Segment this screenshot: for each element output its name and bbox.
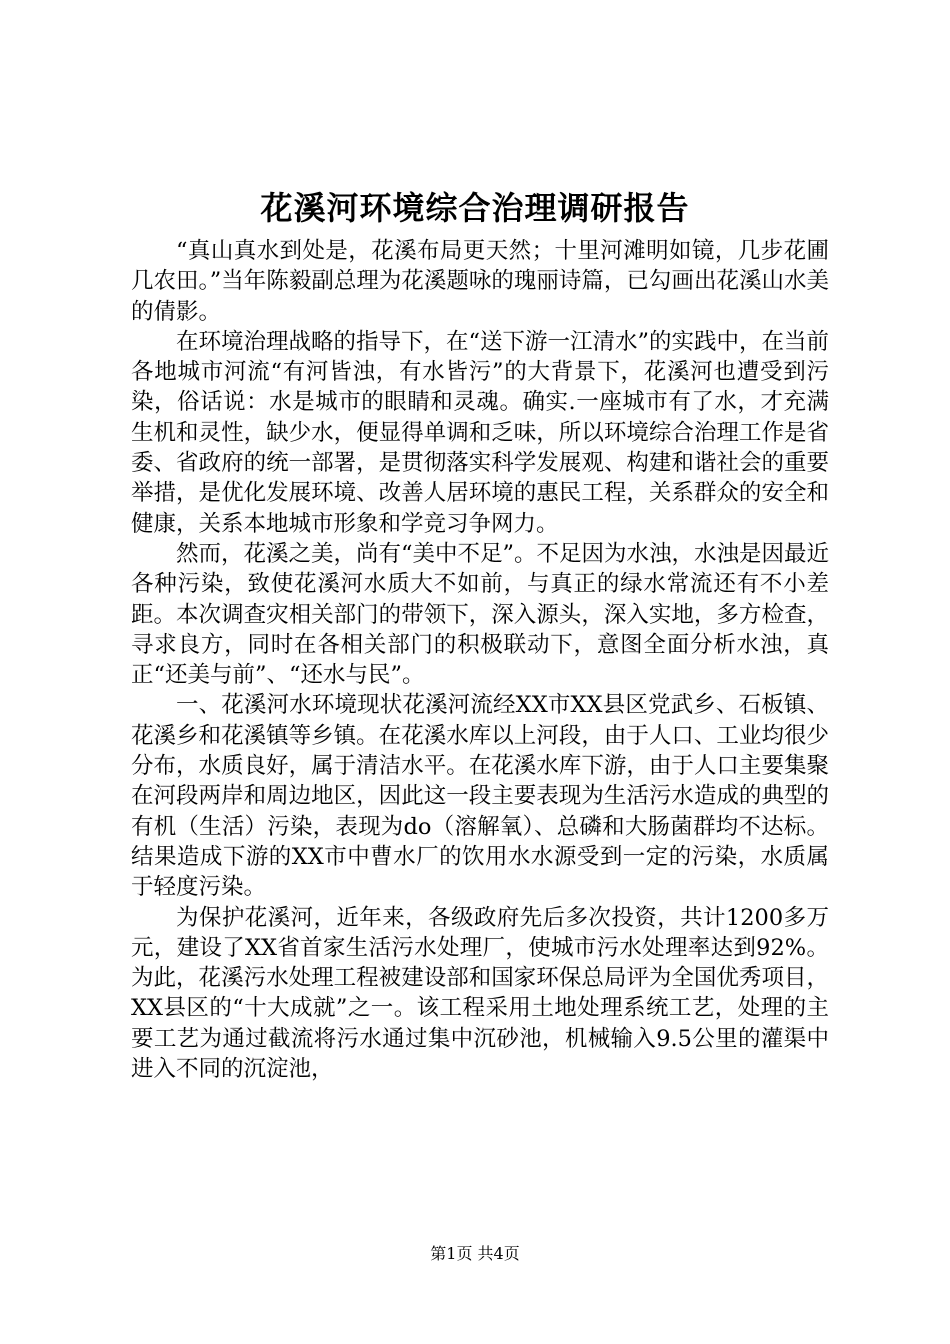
paragraph-current-status: 一、花溪河水环境现状花溪河流经XX市XX县区党武乡、石板镇、花溪乡和花溪镇等乡镇。在花溪水库以上河段，由于人口、工业均很少分布，水质良好，属于清洁水平。在花溪水库下游，由于人口主要集聚在河段两岸和周边地区，因此这一段主要表现为生活污水造成的典型的有机（生活）污染，表现为do（溶解氧）、总磷和大肠菌群均不达标。结果造成下游的XX市中曹水厂的饮用水水源受到一定的污染，水质属于轻度污染。 (131, 692, 829, 901)
document-title: 花溪河环境综合治理调研报告 (260, 189, 690, 227)
page-number-footer: 第1页 共4页 (430, 1244, 520, 1263)
paragraph-poem: “真山真水到处是，花溪布局更天然；十里河滩明如镜，几步花圃几农田。”当年陈毅副总理为花溪题咏的瑰丽诗篇，已勾画出花溪山水美的倩影。 (131, 238, 829, 325)
paragraph-background: 在环境治理战略的指导下，在“送下游一江清水”的实践中，在当前各地城市河流“有河皆浊，有水皆污”的大背景下，花溪河也遭受到污染，俗话说：水是城市的眼睛和灵魂。确实.一座城市有了水，才充满生机和灵性，缺少水，便显得单调和乏味，所以环境综合治理工作是省委、省政府的统一部署，是贯彻落实科学发展观、构建和谐社会的重要举措，是优化发展环境、改善人居环境的惠民工程，关系群众的安全和健康，关系本地城市形象和学竞习争网力。 (131, 328, 830, 537)
paragraph-protection: 为保护花溪河，近年来，各级政府先后多次投资，共计1200多万元，建设了XX省首家生活污水处理厂，使城市污水处理率达到92%。为此，花溪污水处理工程被建设部和国家环保总局评为全国优秀项目，XX县区的“十大成就”之一。该工程采用土地处理系统工艺，处理的主要工艺为通过截流将污水通过集中沉砂池，机械输入9.5公里的灌渠中进入不同的沉淀池， (131, 904, 829, 1083)
document-body (131, 236, 829, 1084)
paragraph-shortcoming: 然而，花溪之美，尚有“美中不足”。不足因为水浊，水浊是因最近各种污染，致使花溪河水质大不如前，与真正的绿水常流还有不小差距。本次调查灾相关部门的带领下，深入源头，深入实地，多方检查，寻求良方，同时在各相关部门的积极联动下，意图全面分析水浊，真正“还美与前”、“还水与民”。 (131, 540, 830, 689)
